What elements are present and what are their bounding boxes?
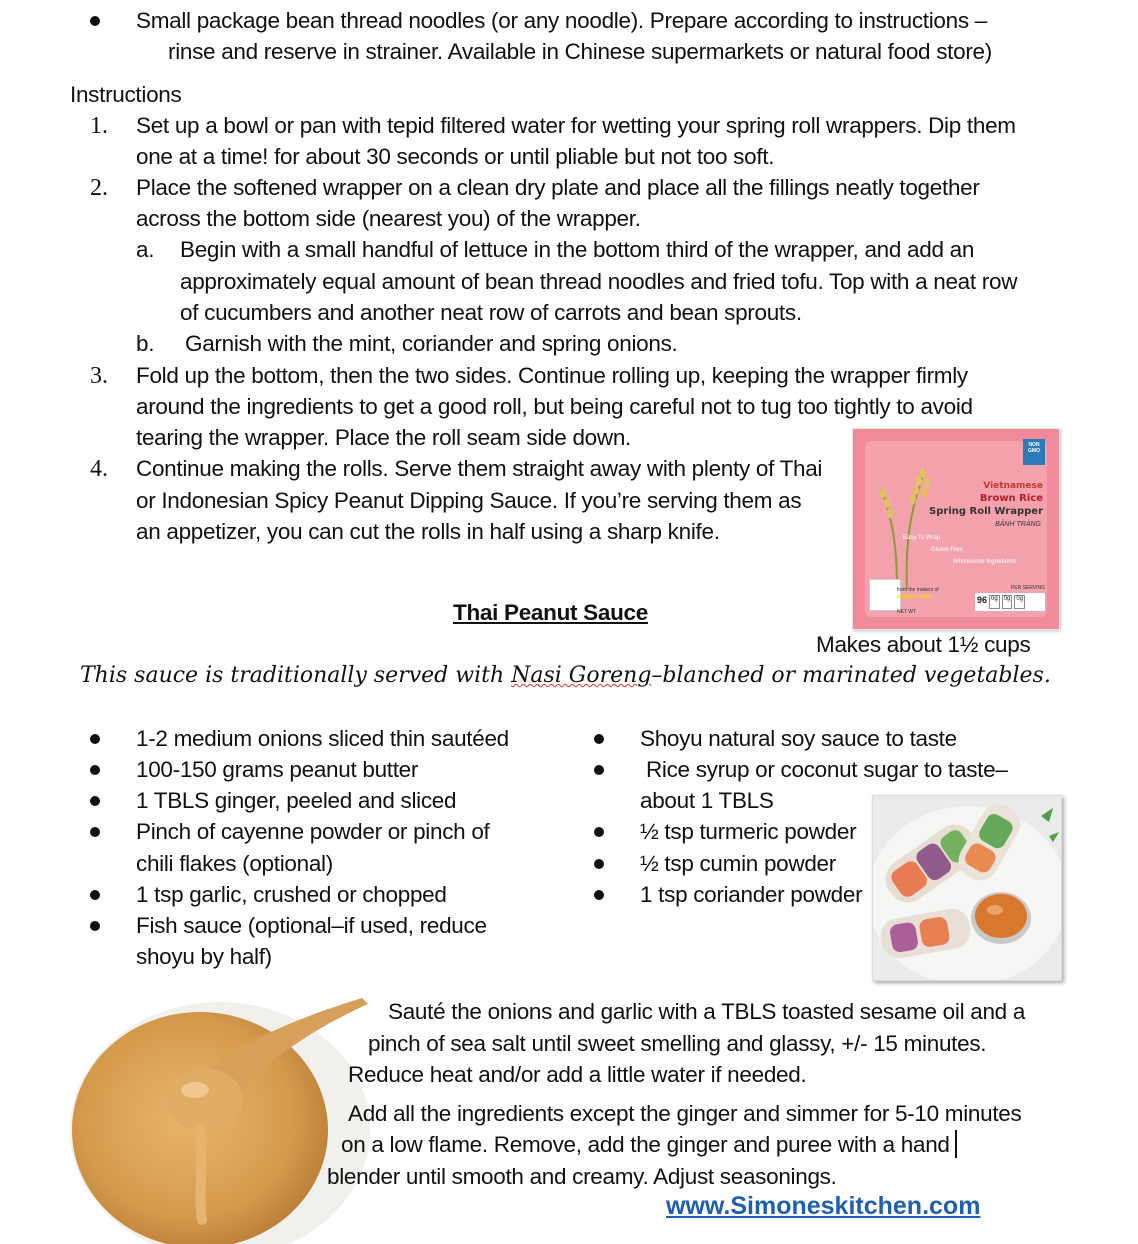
ingredient-left-4-line-2: chili flakes (optional) [136,851,333,876]
step-number: 4. [90,456,108,482]
step-1-line-2: one at a time! for about 30 seconds or until pliable but not too soft. [136,144,775,169]
step-2-line-2: across the bottom side (nearest you) of the wrapper. [136,206,641,231]
bullet-dot [90,921,100,931]
ingredient-left-6-line-1: Fish sauce (optional–if used, reduce [136,913,487,938]
bullet-dot [90,765,100,775]
step-3-line-3: tearing the wrapper. Place the roll seam side down. [136,425,631,450]
step-2-line-1: Place the softened wrapper on a clean dry plate and place all the fillings neatly together [136,175,980,200]
nutrient-value: 0g [989,595,1000,609]
maker-brand: HAPPY PHO [897,595,933,601]
bullet-dot [90,16,100,26]
spring-rolls-photo [872,795,1062,981]
bullet-dot [594,734,604,744]
ingredient-right-1: Shoyu natural soy sauce to taste [640,726,957,751]
spring-rolls-illustration [873,796,1061,980]
package-feature: Gluten Free [931,547,963,553]
substep-a-line-3: of cucumbers and another neat row of carrots and bean sprouts. [180,300,802,325]
peanut-sauce-illustration [70,990,370,1244]
method-p2-line-1: Add all the ingredients except the ginger and simmer for 5-10 minutes [348,1101,1022,1126]
ingredient-right-5: 1 tsp coriander powder [640,882,863,907]
substep-a-line-1: Begin with a small handful of lettuce in the bottom third of the wrapper, and add an [180,237,975,262]
package-feature: Easy To Wrap [903,535,941,541]
ingredient-right-2-line-1: Rice syrup or coconut sugar to taste– [640,757,1008,782]
substep-b-line-1: Garnish with the mint, coriander and spring onions. [185,331,678,356]
intro-text-after: –blanched or marinated vegetables. [651,663,1051,688]
substep-letter: b. [136,331,155,356]
step-number: 1. [90,113,108,139]
package-title-3: Spring Roll Wrapper [929,506,1043,517]
step-4-line-2: or Indonesian Spicy Peanut Dipping Sauce. If you’re serving them as [136,488,802,513]
ingredient-right-4: ½ tsp cumin powder [640,851,836,876]
step-1-line-1: Set up a bowl or pan with tepid filtered water for wetting your spring roll wrappers. Dip them [136,113,1016,138]
ingredient-left-1: 1-2 medium onions sliced thin sautéed [136,726,509,751]
bullet-dot [594,859,604,869]
peanut-sauce-photo [70,990,370,1244]
bullet-dot [594,890,604,900]
package-title-2: Brown Rice [979,493,1043,504]
intro-spellchecked-word: Nasi Goreng [511,663,652,688]
ingredient-left-3: 1 TBLS ginger, peeled and sliced [136,788,457,813]
maker-text: from the makers of [897,587,939,593]
bullet-dot [90,734,100,744]
step-3-line-1: Fold up the bottom, then the two sides. Continue rolling up, keeping the wrapper firmly [136,363,968,388]
step-3-line-2: around the ingredients to get a good roll, but being careful not to tug too tightly to avoid [136,394,973,419]
step-4-line-3: an appetizer, you can cut the rolls in half using a sharp knife. [136,519,720,544]
sauce-yield: Makes about 1½ cups [816,632,1031,657]
nutrient-value: 0g [1014,595,1025,609]
nutrient-value: 0g [1002,595,1013,609]
method-p1-line-3: Reduce heat and/or add a little water if needed. [348,1062,807,1087]
rice-plant-icon [867,449,947,589]
intro-text-before: This sauce is traditionally served with [80,663,512,688]
ingredient-right-3: ½ tsp turmeric powder [640,819,857,844]
calories-value: 96 [977,595,988,605]
ingredient-left-5: 1 tsp garlic, crushed or chopped [136,882,447,907]
noodles-line-1: Small package bean thread noodles (or any noodle). Prepare according to instructions – [136,8,987,33]
ingredient-left-2: 100-150 grams peanut butter [136,757,419,782]
step-4-line-1: Continue making the rolls. Serve them straight away with plenty of Thai [136,456,823,481]
step-number: 2. [90,175,108,201]
method-p1-line-1: Sauté the onions and garlic with a TBLS toasted sesame oil and a [388,999,1026,1024]
bullet-dot [90,796,100,806]
website-link[interactable]: www.Simoneskitchen.com [666,1192,981,1220]
method-p2-line-2: on a low flame. Remove, add the ginger and puree with a hand [341,1132,950,1157]
package-title-1: Vietnamese [983,481,1043,491]
nutrition-box [975,593,1045,611]
substep-letter: a. [136,237,155,262]
bullet-dot [594,765,604,775]
sauce-title: Thai Peanut Sauce [453,600,648,625]
ingredient-left-6-line-2: shoyu by half) [136,944,272,969]
text-cursor [955,1130,957,1158]
noodles-line-2: rinse and reserve in strainer. Available in Chinese supermarkets or natural food store) [168,39,992,64]
instructions-heading: Instructions [70,82,182,107]
substep-a-line-2: approximately equal amount of bean thread noodles and fried tofu. Top with a neat row [180,269,1018,294]
step-number: 3. [90,363,108,389]
method-p2-line-3: blender until smooth and creamy. Adjust seasonings. [327,1164,837,1189]
method-p1-line-2: pinch of sea salt until sweet smelling and glassy, +/- 15 minutes. [368,1031,987,1056]
spring-roll-wrapper-package-image [852,428,1060,630]
bullet-dot [90,827,100,837]
non-gmo-badge: NON GMO [1023,439,1045,465]
package-title-4: BÁNH TRÁNG [995,521,1041,528]
per-serving-label: PER SERVING [1010,585,1045,591]
package-feature: Wholesome Ingredients [953,559,1017,565]
net-weight: NET WT [897,609,917,615]
ingredient-right-2-line-2: about 1 TBLS [640,788,774,813]
bullet-dot [594,827,604,837]
bullet-dot [90,890,100,900]
sauce-intro [80,663,1051,688]
ingredient-left-4-line-1: Pinch of cayenne powder or pinch of [136,819,490,844]
